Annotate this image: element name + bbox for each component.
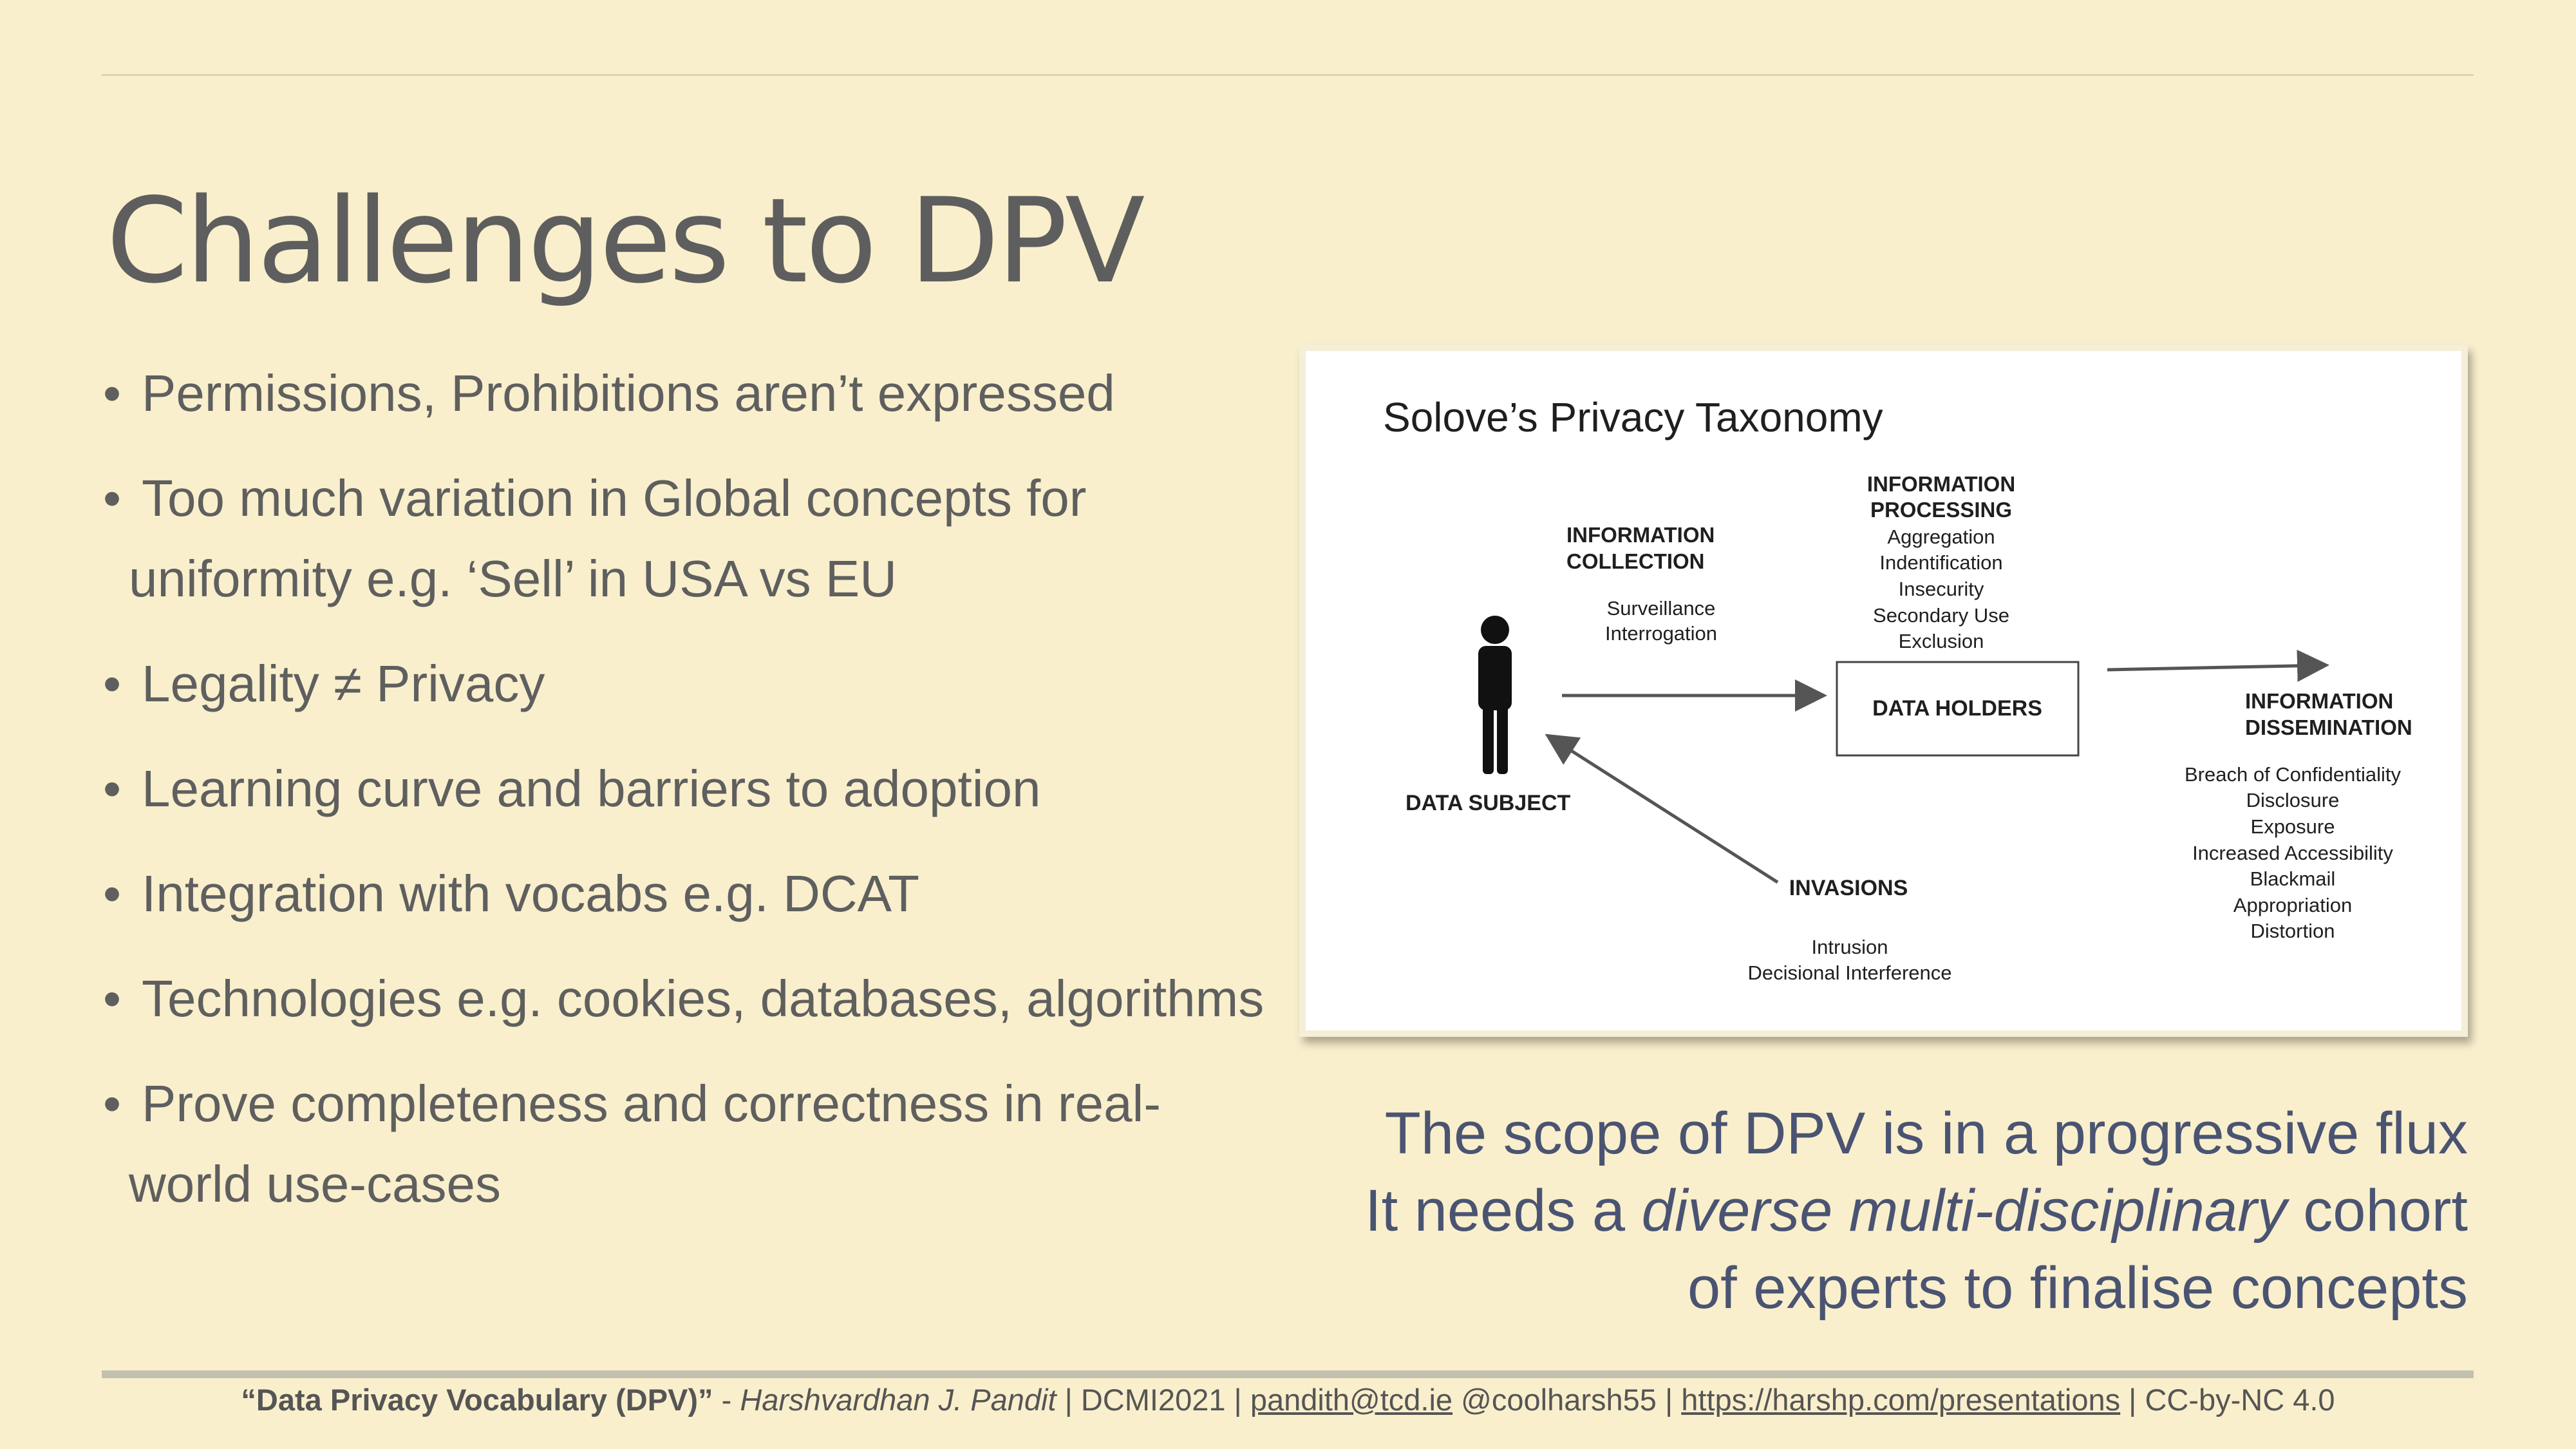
bullet-dot: • [103,970,122,1027]
footer-handle: @coolharsh55 | [1453,1383,1682,1417]
footer-license: | CC-by-NC 4.0 [2120,1383,2335,1417]
slide-title: Challenges to DPV [106,173,1143,309]
footer-email-link[interactable]: pandith@tcd.ie [1250,1383,1453,1417]
collection-item: Interrogation [1604,622,1718,645]
dissemination-item: Increased Accessibility [2192,842,2393,864]
processing-heading-2: PROCESSING [1870,498,2013,522]
scope-emphasis: diverse multi-disciplinary [1641,1178,2287,1244]
processing-item: Indentification [1879,551,2003,574]
invasions-item: Intrusion [1811,936,1888,958]
bullet-text-continued: uniformity e.g. ‘Sell’ in USA vs EU [129,550,898,607]
information-processing-group [1867,472,2015,652]
dissemination-heading-2: DISSEMINATION [2245,715,2412,739]
bullet-item [103,353,1313,433]
dissemination-item: Blackmail [2250,867,2336,890]
bullet-dot: • [103,365,122,422]
processing-item: Exclusion [1898,630,1984,652]
scope-line-3: of experts to finalise concepts [1688,1255,2468,1321]
bullet-text: Too much variation in Global concepts for [142,469,1087,527]
bullet-item [103,458,1313,619]
bullet-item [103,643,1313,724]
collection-heading-1: INFORMATION [1566,523,1715,547]
footer-event: | DCMI2021 | [1056,1383,1250,1417]
footer-author: Harshvardhan J. Pandit [740,1383,1057,1417]
processing-item: Aggregation [1887,526,1995,548]
processing-item: Insecurity [1898,578,1984,600]
bottom-divider [102,1370,2474,1378]
processing-item: Secondary Use [1873,604,2009,627]
scope-line-2-start: It needs a [1365,1178,1642,1244]
data-subject-label: DATA SUBJECT [1406,791,1571,815]
bullet-list [103,353,1313,1249]
scope-line-2 [1245,1172,2468,1249]
bullet-dot: • [103,865,122,922]
processing-heading-1: INFORMATION [1866,472,2016,496]
collection-heading-2: COLLECTION [1566,549,1705,573]
bullet-dot: • [103,469,122,527]
dissemination-item: Distortion [2250,920,2335,942]
diagram-title: Solove’s Privacy Taxonomy [1383,394,1883,440]
footer [0,1382,2576,1417]
dissemination-item: Exposure [2250,815,2335,838]
footer-open-quote: “ [241,1383,256,1417]
footer-dash: - [713,1383,740,1417]
bullet-text: Prove completeness and correctness in real- [142,1075,1161,1132]
bullet-text-continued: world use-cases [129,1155,502,1213]
bullet-item [103,748,1313,829]
scope-statement [1245,1095,2468,1327]
footer-deck-title: Data Privacy Vocabulary (DPV)” [256,1383,713,1417]
bullet-item [103,958,1313,1039]
taxonomy-diagram [1306,351,2461,1030]
invasions-heading: INVASIONS [1789,876,1908,900]
bullet-text: Legality ≠ Privacy [142,655,545,712]
collection-item: Surveillance [1606,597,1716,620]
bullet-text: Permissions, Prohibitions aren’t expressed [142,365,1115,422]
dissemination-item: Appropriation [2233,894,2353,916]
dissemination-heading-1: INFORMATION [2245,689,2394,713]
scope-line-2-end: cohort [2286,1178,2468,1244]
bullet-text: Technologies e.g. cookies, databases, algorithms [142,970,1264,1027]
taxonomy-figure [1299,345,2468,1037]
dissemination-item: Disclosure [2246,789,2340,811]
bullet-text: Integration with vocabs e.g. DCAT [142,865,919,922]
bullet-dot: • [103,1075,122,1132]
bullet-dot: • [103,760,122,817]
bullet-item [103,1063,1313,1224]
bullet-item [103,853,1313,934]
dissemination-item: Breach of Confidentiality [2184,763,2402,786]
scope-line-1: The scope of DPV is in a progressive flux [1384,1101,2468,1166]
bullet-dot: • [103,655,122,712]
bullet-text: Learning curve and barriers to adoption [142,760,1041,817]
footer-url-link[interactable]: https://harshp.com/presentations [1681,1383,2121,1417]
data-holders-label: DATA HOLDERS [1872,696,2042,721]
invasions-item: Decisional Interference [1747,961,1952,984]
top-divider [102,74,2474,76]
